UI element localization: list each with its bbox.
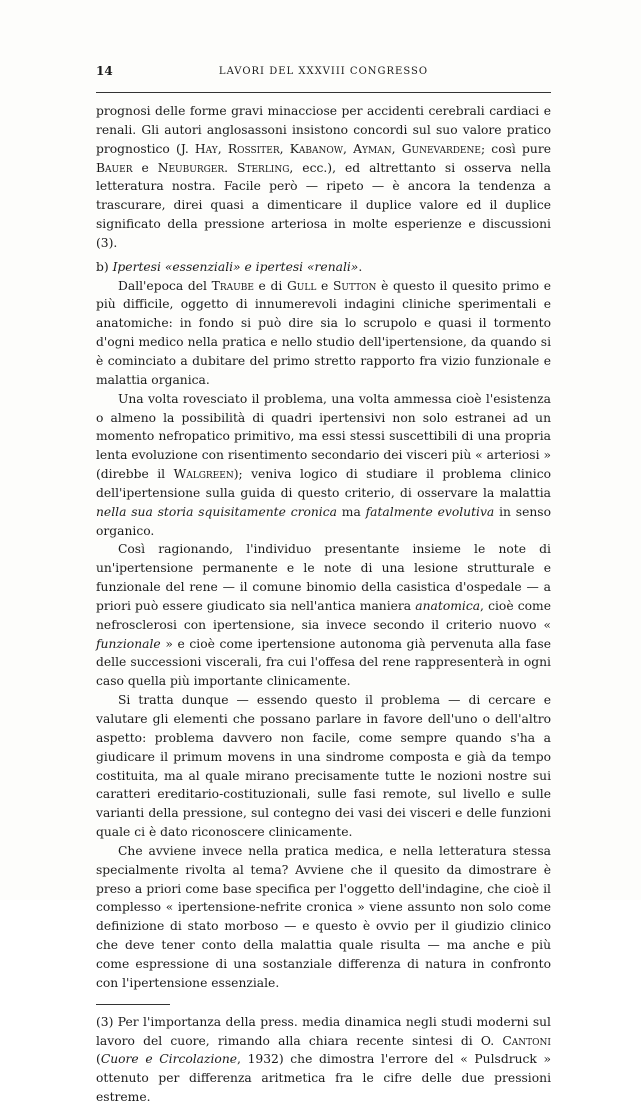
- author-name: Traube: [211, 278, 254, 293]
- running-title: LAVORI DEL XXXVIII CONGRESSO: [218, 66, 429, 77]
- author-name: Bauer: [96, 160, 133, 175]
- author-name: J. Hay: [180, 141, 218, 156]
- footnote: (3) Per l'importanza della press. media dinamica negli studi moderni sul lavoro del cuore, rimando alla chiara recente sintesi di O. Cantoni (Cuore e Circolazione, 1932) che dimostra l'errore del « Pulsdruck » ottenuto per differenza aritmetica fra le cifre delle due pressioni estreme.: [96, 1014, 551, 1105]
- section-heading: b) Ipertesi «essenziali» e ipertesi «renali».: [96, 259, 363, 274]
- author-name: Sutton: [332, 278, 377, 293]
- paragraph: Così ragionando, l'individuo presentante insieme le note di un'ipertensione permanente e le note di una lesione strutturale e funzionale del rene — il comune binomio della casistica d'ospedale — a priori può essere giudicato sia nell'antica maniera anatomica, cioè come nefrosclerosi con ipertensione, sia invece secondo il criterio nuovo « funzionale » e cioè come ipertensione autonoma già pervenuta alla fase delle successioni viscerali, fra cui l'offesa del rene rappresenterà in ogni caso quella più importante clinicamente.: [96, 542, 551, 689]
- page-number: 14: [96, 64, 113, 78]
- body-text: [96, 102, 551, 1107]
- author-name: Sterling: [237, 160, 290, 175]
- author-name: Walgreen: [173, 467, 234, 482]
- author-name: Cantoni: [502, 1033, 551, 1048]
- paragraph: prognosi delle forme gravi minacciose per accidenti cerebrali cardiaci e renali. Gli autori anglosassoni insistono concordi sul suo valore pratico prognostico (J. Hay, Rossiter, Kabanow, Ayman, Gunevardene; così pure Bauer e Neuburger. Sterling, ecc.), ed altrettanto si osserva nella letteratura nostra. Facile però — ripeto — è ancora la tendenza a trascurare, direi quasi a dimenticare il duplice valore ed il duplice significato della pressione arteriosa in molte esperienze e discussioni (3).: [96, 104, 551, 250]
- paragraph: Dall'epoca del Traube e di Gull e Sutton è questo il quesito primo e più difficile, oggetto di innumerevoli indagini cliniche sperimentali e anatomiche: in fondo si può dire sia lo scrupolo e quasi il tormento d'ogni medico nella pratica e nello studio dell'ipertensione, da quando si è cominciato a dubitare del primo stretto rapporto fra vizio funzionale e malattia organica.: [96, 278, 551, 387]
- header-rule: [96, 92, 551, 93]
- author-name: Kabanow: [289, 141, 344, 156]
- author-name: Gunevardene: [401, 141, 481, 156]
- footnote-separator: [96, 1004, 170, 1005]
- author-name: Neuburger: [157, 160, 225, 175]
- author-name: Rossiter: [227, 141, 280, 156]
- author-name: Gull: [286, 278, 317, 293]
- paragraph: Che avviene invece nella pratica medica, e nella letteratura stessa specialmente rivolta al tema? Avviene che il quesito da dimostrare è preso a priori come base specifica per l'oggetto dell'indagine, che cioè il complesso « ipertensione-nefrite cronica » viene assunto non solo come definizione di stato morboso — e questo è ovvio per il giudizio clinico che deve tener conto della malattia quale risulta — ma anche e più come espressione di una sostanziale differenza di natura in confronto con l'ipertensione essenziale.: [96, 843, 551, 990]
- paragraph: Si tratta dunque — essendo questo il problema — di cercare e valutare gli elementi che possano parlare in favore dell'uno o dell'altro aspetto: problema davvero non facile, come sempre quando s'ha a giudicare il primum movens in una sindrome composta e già da tempo costituita, ma al quale mirano precisamente tutte le nozioni nostre sui caratteri ereditario-costituzionali, sulle fasi remote, sul livello e sulle varianti della pressione, sul contegno dei vasi dei visceri e delle funzioni quale ci è dato riconoscere clinicamente.: [96, 693, 551, 840]
- paragraph: Una volta rovesciato il problema, una volta ammessa cioè l'esistenza o almeno la possibilità di quadri ipertensivi non solo estranei ad un momento nefropatico primitivo, ma essi stessi suscettibili di una propria lenta evoluzione con risentimento secondario dei visceri più « arteriosi » (direbbe il Walgreen); veniva logico di studiare il problema clinico dell'ipertensione sulla guida di questo criterio, di osservare la malattia nella sua storia squisitamente cronica ma fatalmente evolutiva in senso organico.: [96, 391, 551, 538]
- page-header: [96, 64, 551, 84]
- author-name: Ayman: [353, 141, 392, 156]
